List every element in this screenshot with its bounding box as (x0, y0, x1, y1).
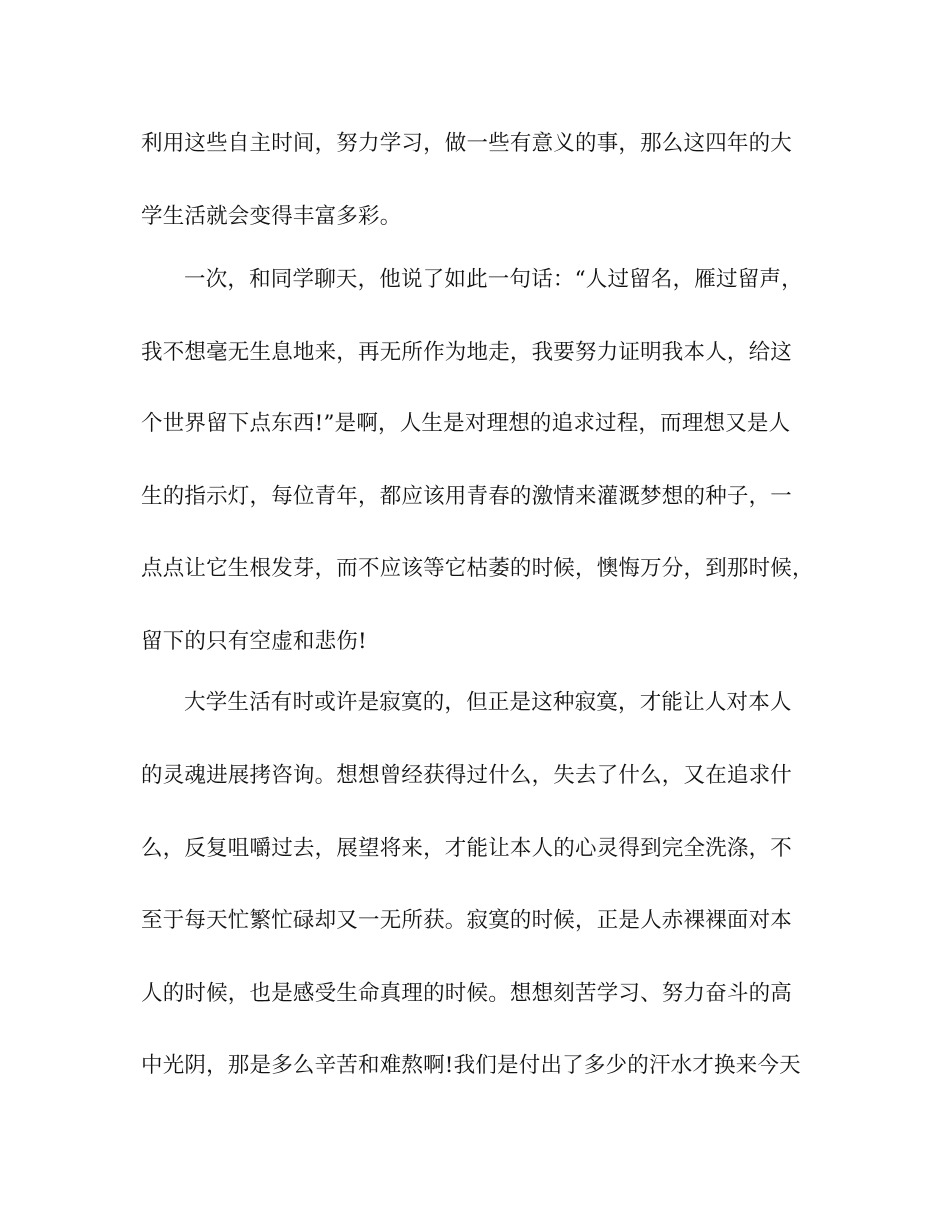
text-line: 学生活就会变得丰富多彩。 (141, 204, 402, 229)
text-line: 中光阴，那是多么辛苦和难熬啊!我们是付出了多少的汗水才换来今天 (141, 1053, 801, 1078)
paragraph-first-line: 大学生活有时或许是寂寞的，但正是这种寂寞，才能让人对本人 (184, 690, 792, 715)
text-line: 么，反复咀嚼过去，展望将来，才能让本人的心灵得到完全洗涤，不 (141, 836, 793, 861)
text-line: 个世界留下点东西!”是啊，人生是对理想的追求过程，而理想又是人 (141, 411, 791, 436)
text-line: 利用这些自主时间，努力学习，做一些有意义的事，那么这四年的大 (141, 131, 793, 156)
text-line: 至于每天忙繁忙碌却又一无所获。寂寞的时候，正是人赤裸裸面对本 (141, 908, 793, 933)
text-line: 我不想毫无生息地来，再无所作为地走，我要努力证明我本人，给这 (141, 340, 793, 365)
text-line: 人的时候，也是感受生命真理的时候。想想刻苦学习、努力奋斗的高 (141, 981, 793, 1006)
text-line: 的灵魂进展拷咨询。想想曾经获得过什么，失去了什么，又在追求什 (141, 763, 793, 788)
text-line: 生的指示灯，每位青年，都应该用青春的激情来灌溉梦想的种子，一 (141, 484, 793, 509)
text-line: 留下的只有空虚和悲伤! (141, 629, 367, 654)
paragraph-first-line: 一次，和同学聊天，他说了如此一句话：“人过留名，雁过留声， (184, 267, 803, 292)
text-line: 点点让它生根发芽，而不应该等它枯萎的时候，懊悔万分，到那时候， (141, 556, 814, 581)
